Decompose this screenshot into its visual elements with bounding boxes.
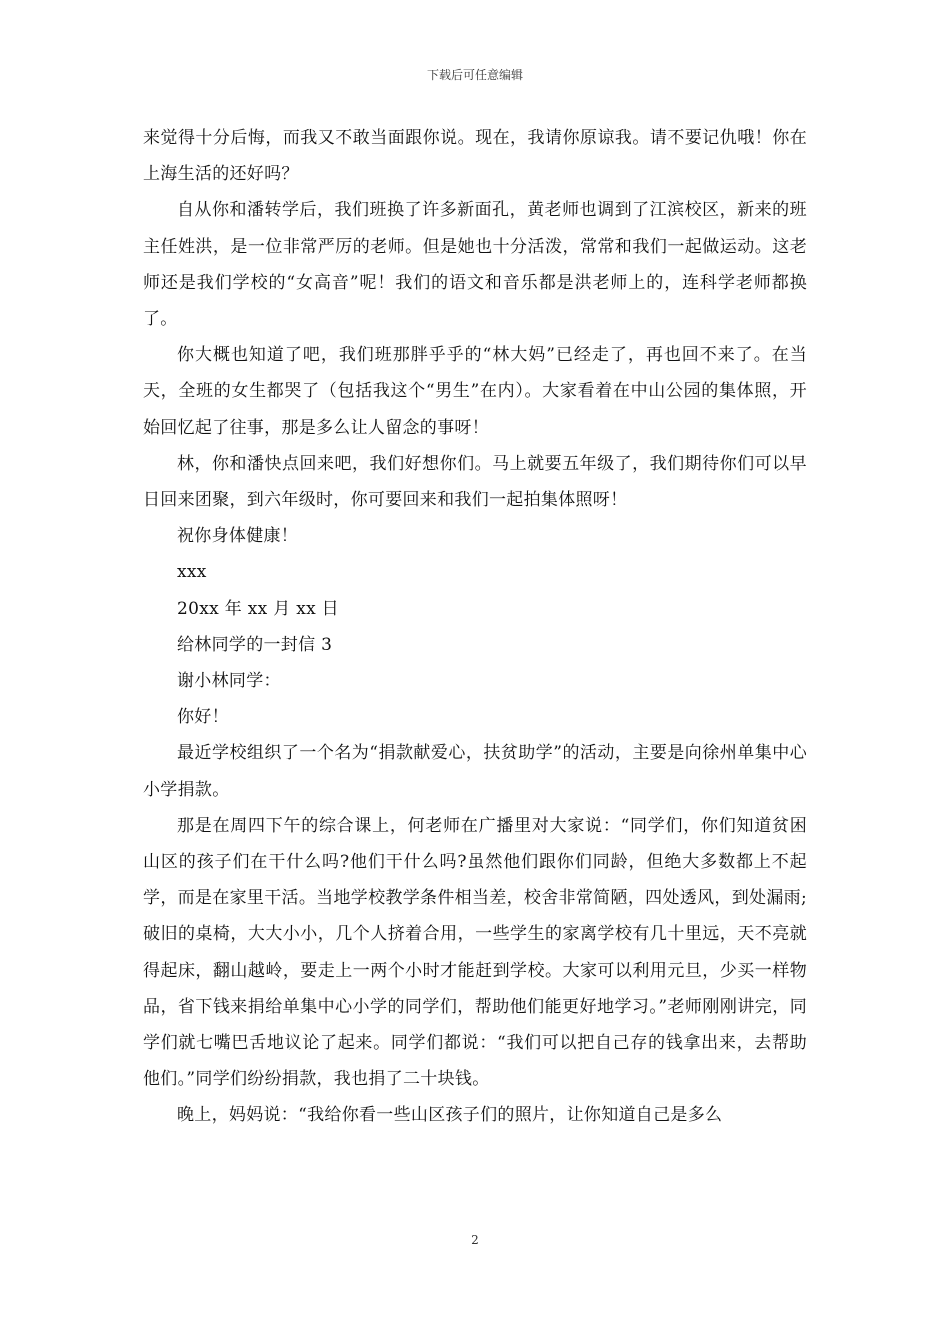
page-number: 2: [471, 1233, 479, 1247]
letter-title: 给林同学的一封信 3: [177, 634, 333, 655]
page-header: 下载后可任意编辑: [426, 68, 523, 82]
document-body: [143, 120, 807, 1134]
paragraph-3: 你大概也知道了吧，我们班那胖乎乎的“林大妈”已经走了，再也回不来了。在当天，全班的女生都哭了（包括我这个“男生”在内）。大家看着在中山公园的集体照，开始回忆起了往事，那是多么让人留念的事呀！: [143, 345, 807, 438]
paragraph-1: 来觉得十分后悔，而我又不敢当面跟你说。现在，我请你原谅我。请不要记仇哦！你在上海生活的还好吗？: [143, 128, 807, 185]
closing-wish: 祝你身体健康！: [177, 526, 299, 547]
signature: xxx: [177, 562, 207, 583]
paragraph-2: 自从你和潘转学后，我们班换了许多新面孔，黄老师也调到了江滨校区，新来的班主任姓洪，是一位非常严厉的老师。但是她也十分活泼，常常和我们一起做运动。这老师还是我们学校的“女高音”呢！我们的语文和音乐都是洪老师上的，连科学老师都换了。: [143, 200, 807, 330]
paragraph-5: 最近学校组织了一个名为“捐款献爱心，扶贫助学”的活动，主要是向徐州单集中心小学捐款。: [143, 743, 807, 800]
paragraph-6: 那是在周四下午的综合课上，何老师在广播里对大家说：“同学们，你们知道贫困山区的孩子们在干什么吗?他们干什么吗?虽然他们跟你们同龄，但绝大多数都上不起学，而是在家里干活。当地学校教学条件相当差，校舍非常简陋，四处透风，到处漏雨;破旧的桌椅，大大小小，几个人挤着合用，一些学生的家离学校有几十里远，天不亮就得起床，翻山越岭，要走上一两个小时才能赶到学校。大家可以利用元旦，少买一样物品，省下钱来捐给单集中心小学的同学们，帮助他们能更好地学习。”老师刚刚讲完，同学们就七嘴巴舌地议论了起来。同学们都说：“我们可以把自己存的钱拿出来，去帮助他们。”同学们纷纷捐款，我也捐了二十块钱。: [143, 815, 807, 1090]
letter-date: 20xx 年 xx 月 xx 日: [177, 598, 339, 619]
paragraph-7: 晚上，妈妈说：“我给你看一些山区孩子们的照片，让你知道自己是多么: [177, 1105, 723, 1126]
greeting: 你好！: [177, 707, 229, 728]
paragraph-4: 林，你和潘快点回来吧，我们好想你们。马上就要五年级了，我们期待你们可以早日回来团聚，到六年级时，你可要回来和我们一起拍集体照呀！: [143, 453, 807, 511]
salutation: 谢小林同学：: [177, 671, 281, 692]
